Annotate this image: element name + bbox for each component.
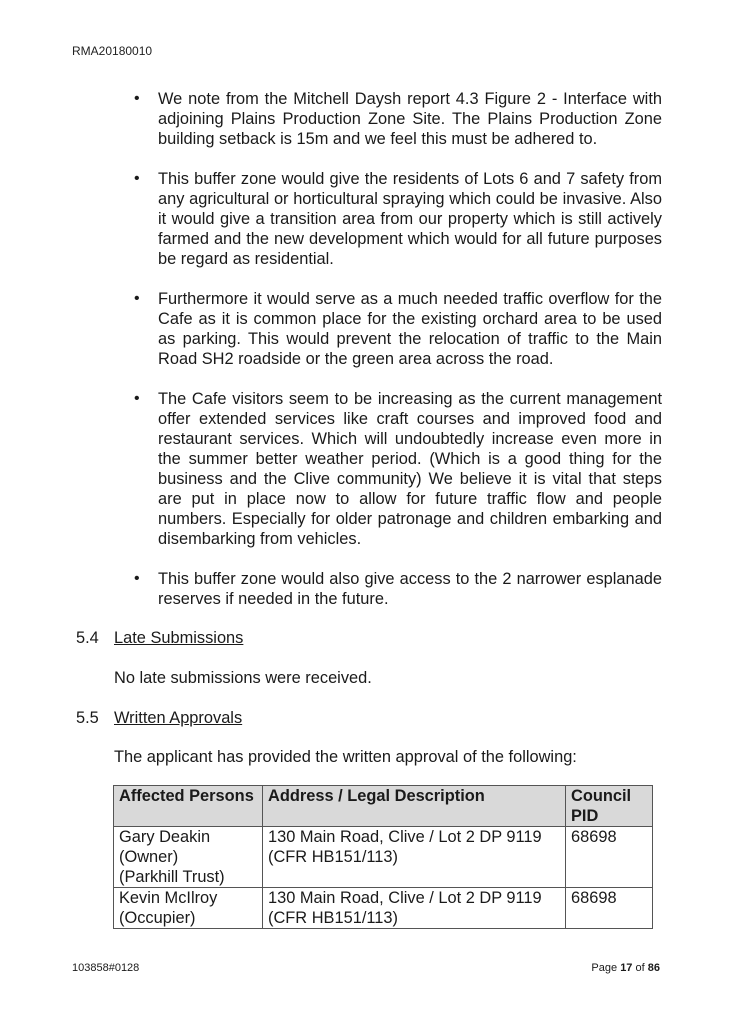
address-line: (CFR HB151/113): [268, 909, 398, 927]
section-title: Written Approvals: [114, 709, 243, 727]
section-heading-late-submissions: [76, 628, 243, 648]
footer-document-id: 103858#0128: [72, 962, 140, 974]
header-affected-persons: Affected Persons: [114, 786, 263, 827]
bullet-dot: •: [134, 570, 140, 587]
table-header-row: [114, 786, 653, 827]
person-line: (Occupier): [119, 909, 196, 927]
bullet-text: Furthermore it would serve as a much needed traffic overflow for the Cafe as it is common place for the existing orchard area to be used as parking. This would prevent the relocation of traffic to the Main Road SH2 roadside or the green area across the road.: [158, 290, 662, 368]
person-line: Kevin McIlroy: [119, 889, 218, 907]
cell-affected-person: [114, 888, 263, 929]
bullet-dot: •: [134, 170, 140, 187]
bullet-dot: •: [134, 290, 140, 307]
bullet-text: We note from the Mitchell Daysh report 4.3 Figure 2 - Interface with adjoining Plains Production Zone Site. The Plains Production Zone building setback is 15m and we feel this must be adhered to.: [158, 90, 662, 148]
bullet-text: The Cafe visitors seem to be increasing as the current management offer extended services like craft courses and improved food and restaurant services. Which will undoubtedly increase even more in the summer better weather period. (Which is a good thing for the business and the Clive community) We believe it is vital that steps are put in place now to allow for future traffic flow and people numbers. Especially for older patronage and children embarking and disembarking from vehicles.: [158, 390, 662, 548]
written-approvals-text: The applicant has provided the written approval of the following:: [114, 748, 577, 766]
footer-page-number: [591, 962, 660, 974]
bullet-dot: •: [134, 390, 140, 407]
cell-address: [263, 888, 566, 929]
address-line: (CFR HB151/113): [268, 848, 398, 866]
bullet-dot: •: [134, 90, 140, 107]
section-heading-written-approvals: [76, 708, 242, 728]
page-current: 17: [620, 962, 633, 974]
bullet-item: [136, 289, 662, 369]
table-row: [114, 888, 653, 929]
document-reference: RMA20180010: [72, 44, 153, 58]
section-number: 5.5: [76, 709, 99, 727]
cell-address: [263, 827, 566, 888]
bullet-list: [136, 89, 662, 629]
cell-affected-person: [114, 827, 263, 888]
page-of-label: of: [635, 962, 645, 974]
bullet-text: This buffer zone would give the residents of Lots 6 and 7 safety from any agricultural or horticultural spraying which could be invasive. Also it would give a transition area from our property which is still actively farmed and the new development which would for all future purposes be regard as residential.: [158, 170, 662, 268]
person-line: (Parkhill Trust): [119, 868, 225, 886]
table-row: [114, 827, 653, 888]
header-address: Address / Legal Description: [263, 786, 566, 827]
header-council-pid: Council PID: [566, 786, 653, 827]
page-total: 86: [647, 962, 660, 974]
section-number: 5.4: [76, 629, 99, 647]
bullet-item: [136, 169, 662, 269]
bullet-text: This buffer zone would also give access to the 2 narrower esplanade reserves if needed in the future.: [158, 570, 662, 608]
section-title: Late Submissions: [114, 629, 244, 647]
bullet-item: [136, 569, 662, 609]
cell-council-pid: 68698: [566, 888, 653, 929]
bullet-item: [136, 89, 662, 149]
bullet-item: [136, 389, 662, 549]
approvals-table: [113, 785, 653, 929]
person-line: Gary Deakin: [119, 828, 211, 846]
late-submissions-text: No late submissions were received.: [114, 669, 372, 687]
person-line: (Owner): [119, 848, 179, 866]
address-line: 130 Main Road, Clive / Lot 2 DP 9119: [268, 889, 542, 907]
page-label: Page: [591, 962, 618, 974]
address-line: 130 Main Road, Clive / Lot 2 DP 9119: [268, 828, 542, 846]
cell-council-pid: 68698: [566, 827, 653, 888]
